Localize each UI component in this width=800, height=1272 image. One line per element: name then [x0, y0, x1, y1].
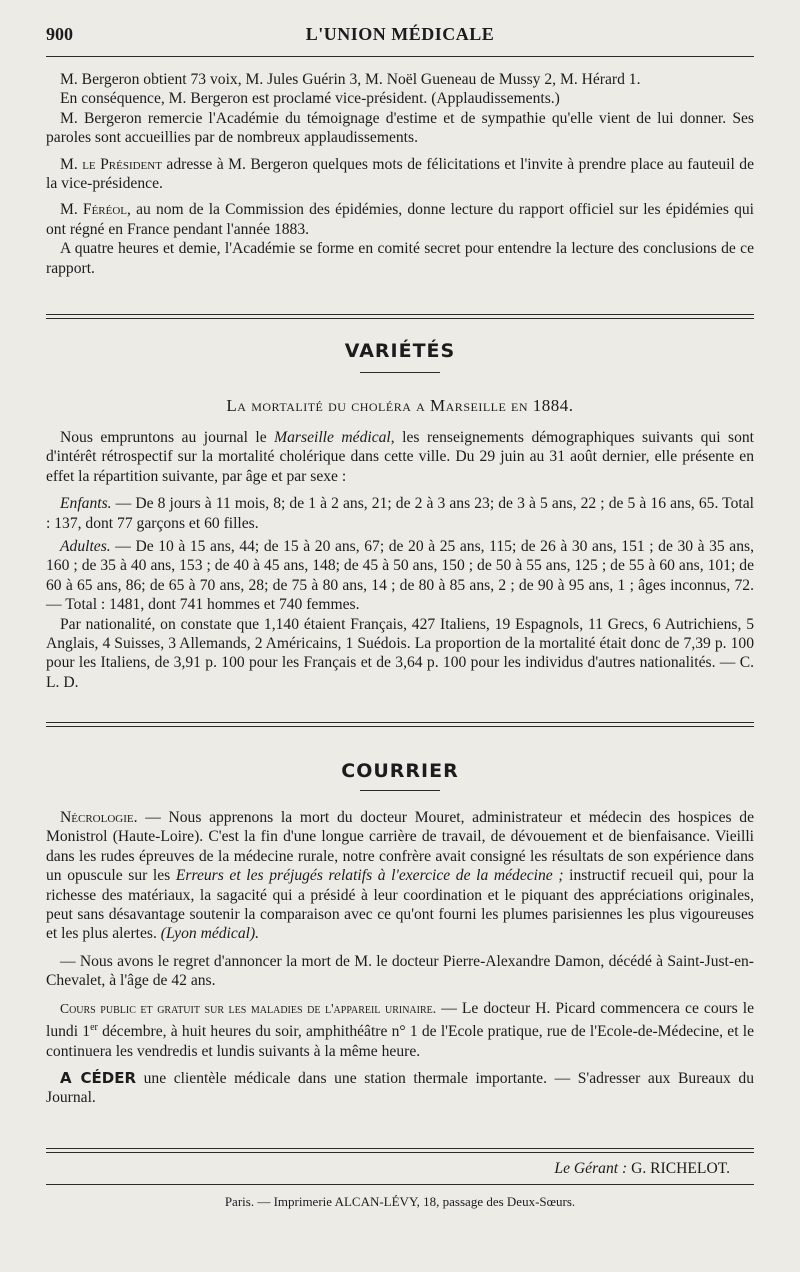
- intro-a: Nous empruntons au journal le: [60, 429, 275, 446]
- fereol-text: au nom de la Commission des épidémies, donne lecture du rapport officiel sur les épidémies qui ont régné en France pendant l'année 1883.: [46, 201, 755, 238]
- proclamation: En conséquence, M. Bergeron est proclamé vice-président. (Applaudissements.): [60, 90, 560, 108]
- running-title: L'UNION MÉDICALE: [305, 24, 495, 44]
- intro-paragraph: [46, 428, 754, 486]
- section-divider-2: [46, 722, 754, 727]
- fereol-lead: M. Féréol,: [60, 201, 131, 219]
- article-title: La mortalité du choléra a Marseille en 1884.: [226, 396, 574, 415]
- section-divider: [46, 314, 754, 319]
- footer-divider: [46, 1148, 754, 1153]
- cours-text-a: — Le docteur H. Picard commencera ce cours le lundi 1: [46, 999, 755, 1041]
- varietes-article: [46, 428, 754, 692]
- enfants-paragraph: [46, 494, 754, 533]
- varietes-heading: VARIÉTÉS: [344, 340, 456, 362]
- fereol-paragraph: [46, 200, 754, 239]
- page-number: 900: [46, 24, 73, 44]
- adultes-paragraph: [46, 537, 754, 615]
- cours-lead: Cours public et gratuit sur les maladies de l'appareil urinaire.: [60, 1000, 437, 1016]
- cours-paragraph: [46, 999, 754, 1061]
- header-rule: [46, 56, 754, 57]
- adultes-lead: Adultes.: [60, 538, 111, 556]
- intro-b: , les renseignements démographiques suivants qui sont d'intérêt rétrospectif sur la mortalité cholérique dans cette ville. Du 29 juin au 31 août dernier, elle présente en effet la répartition suivante, par âge et par sexe :: [46, 429, 755, 485]
- courrier-section: [46, 808, 754, 1108]
- necrology-text-b: instructif recueil qui, pour la richesse des matériaux, la sagacité qui a présidé à leur coordination et le piquant des appréciations originales, peut sans désavantage soutenir la comparaison avec ce qu'ont fourni les plumes parisiennes les plus vigoureuses et les plus alertes.: [46, 867, 754, 943]
- gerant-label: Le Gérant :: [554, 1160, 628, 1177]
- heading-underline: [360, 372, 440, 373]
- gerant-name: G. RICHELOT.: [631, 1160, 730, 1177]
- necrology-paragraph: [46, 808, 754, 944]
- president-lead: M. le Président: [60, 155, 162, 173]
- gerant-signature: [554, 1160, 730, 1178]
- heading-underline-2: [360, 790, 440, 791]
- session-report: [46, 70, 754, 278]
- closing-paragraph: A quatre heures et demie, l'Académie se forme en comité secret pour entendre la lecture des conclusions de ce rapport.: [46, 240, 754, 277]
- cours-text-b: décembre, à huit heures du soir, amphithéâtre n° 1 de l'Ecole pratique, rue de l'Ecole-de-Médecine, et le continuera les vendredis et lundis suivants à la même heure.: [46, 1023, 754, 1060]
- vote-result: M. Bergeron obtient 73 voix, M. Jules Guérin 3, M. Noël Gueneau de Mussy 2, M. Hérard 1.: [60, 71, 641, 88]
- imprint-rule: [46, 1184, 754, 1185]
- president-text: adresse à M. Bergeron quelques mots de félicitations et l'invite à prendre place au fauteuil de la vice-présidence.: [46, 155, 754, 193]
- courrier-heading: COURRIER: [341, 760, 459, 782]
- running-header: [46, 20, 754, 56]
- enfants-lead: Enfants.: [60, 495, 112, 513]
- printer-imprint: Paris. — Imprimerie ALCAN-LÉVY, 18, passage des Deux-Sœurs.: [224, 1194, 576, 1209]
- source-citation: (Lyon médical).: [160, 925, 260, 943]
- ceder-lead: A CÉDER: [60, 1069, 137, 1088]
- nationality-paragraph: Par nationalité, on constate que 1,140 étaient Français, 427 Italiens, 19 Espagnols, 11 Grecs, 6 Autrichiens, 5 Anglais, 4 Suisses, 3 Allemands, 2 Américains, 1 Suédois. La proportion de la mortalité était donc de 7,39 p. 100 pour les Italiens, de 3,91 p. 100 pour les Français et de 3,64 p. 100 pour les individus d'autres nationalités. — C. L. D.: [46, 615, 754, 691]
- necrology-text-a: — Nous apprenons la mort du docteur Mouret, administrateur et médecin des hospices de Monistrol (Haute-Loire). C'est la fin d'une longue carrière de travail, de dévouement et de bienfaisance. Vieilli dans les rudes épreuves de la médecine rurale, notre confrère avait consigné les résultats de son expérience dans un opuscule sur les: [46, 809, 754, 885]
- damon-paragraph: — Nous avons le regret d'annoncer la mort de M. le docteur Pierre-Alexandre Damon, décédé à Saint-Just-en-Chevalet, à l'âge de 42 ans.: [46, 952, 754, 990]
- ceder-text: une clientèle médicale dans une station thermale importante. — S'adresser aux Bureaux du Journal.: [46, 1070, 754, 1107]
- cours-superscript: er: [90, 1022, 98, 1034]
- book-title: Erreurs et les préjugés relatifs à l'exercice de la médecine ;: [175, 867, 564, 885]
- necrology-lead: Nécrologie.: [60, 809, 138, 826]
- ceder-paragraph: [46, 1069, 754, 1108]
- journal-name: Marseille médical: [274, 429, 391, 446]
- president-paragraph: [46, 155, 754, 194]
- thanks-paragraph: M. Bergeron remercie l'Académie du témoignage d'estime et de sympathie qu'elle vient de lui donner. Ses paroles sont accueillies par de nombreux applaudissements.: [46, 109, 754, 147]
- adultes-text: — De 10 à 15 ans, 44; de 15 à 20 ans, 67; de 20 à 25 ans, 115; de 26 à 30 ans, 151 ; de 30 à 35 ans, 160 ; de 35 à 40 ans, 153 ; de 40 à 45 ans, 148; de 45 à 50 ans, 150 ; de 50 à 55 ans, 125 ; de 55 à 60 ans, 101; de 60 à 65 ans, 86; de 65 à 70 ans, 28; de 75 à 80 ans, 14 ; de 80 à 85 ans, 2 ; de 90 à 95 ans, 1 ; âges inconnus, 72. — Total : 1481, dont 741 hommes et 740 femmes.: [46, 538, 754, 614]
- enfants-text: — De 8 jours à 11 mois, 8; de 1 à 2 ans, 21; de 2 à 3 ans 23; de 3 à 5 ans, 22 ; de 5 à 16 ans, 65. Total : 137, dont 77 garçons et 60 filles.: [46, 495, 754, 532]
